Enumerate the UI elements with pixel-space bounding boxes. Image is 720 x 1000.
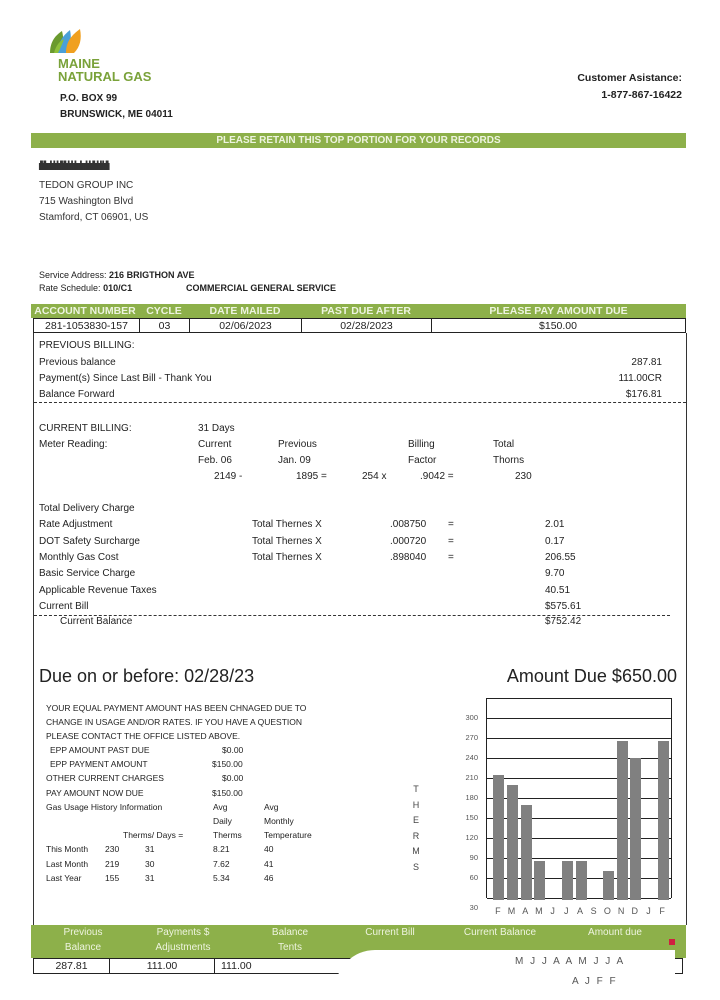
bottom-header-1-l1: Payments $ [156,927,210,938]
meter-current-value: 2149 - [214,471,243,482]
chart-bar-A [521,805,532,900]
divider-dashed [34,402,686,403]
artifact-text-1: M J J A A M J J A [515,956,626,967]
account-table-values [33,318,686,333]
chart-ylabel [410,782,422,875]
chart-bar-J [562,861,573,900]
charge-rate: .898040 [390,551,427,563]
company-name-line2: NATURAL GAS [58,69,152,84]
chart-ylabel-letter: M [412,846,420,856]
notice-line-1: CHANGE IN USAGE AND/OR RATES. IF YOU HAVE A QUESTION [46,717,302,727]
usage-col-monthly: Monthly [264,816,294,826]
service-address-value: 216 BRIGTHON AVE [109,270,195,280]
usage-avg_temp: 46 [264,873,274,883]
charge-label: Total Delivery Charge [39,503,135,514]
usage-col-therms: Therms [213,830,242,840]
chart-bar-D [630,758,641,900]
charge-amount: 0.17 [545,535,565,547]
please-pay-amount: $150.00 [539,320,577,332]
chart-bar-N [617,741,628,900]
bottom-header-0-l1: Previous [63,927,103,938]
usage-bar-chart [486,698,672,908]
chart-y-tick: 240 [465,753,478,762]
current-balance-value: $752.42 [545,616,582,627]
charge-label: DOT Safety Surcharge [39,535,140,547]
chart-x-tick: J [550,906,555,916]
charge-label: Current Bill [39,600,89,612]
chart-y-tick: 150 [465,813,478,822]
chart-gridline [487,698,671,699]
other-charges-value: $0.00 [222,773,244,783]
header-date-mailed: DATE MAILED [209,305,281,317]
usage-avg_daily: 7.62 [213,858,230,869]
chart-x-tick: M [507,906,516,916]
charge-basis: Total Thernes X [252,551,322,563]
recipient-city: Stamford, CT 06901, US [39,212,149,223]
rate-schedule-desc: COMMERCIAL GENERAL SERVICE [186,283,337,293]
charge-amount: 2.01 [545,519,565,531]
usage-col-temp: Temperature [264,830,312,840]
charge-label: Basic Service Charge [39,568,136,580]
bottom-previous-balance: 287.81 [34,959,110,973]
charge-eq: = [448,519,454,531]
company-po-box: P.O. BOX 99 [60,93,118,104]
cycle-value: 03 [140,319,190,333]
charge-label: Rate Adjustment [39,519,113,531]
header-past-due-after: PAST DUE AFTER [321,305,411,317]
chart-bar-F [493,775,504,900]
meter-previous-value: 1895 = [296,471,327,482]
recipient-street: 715 Washington Blvd [39,196,134,207]
usage-avg_temp: 41 [264,858,274,869]
chart-ylabel-letter: H [412,799,420,810]
current-billing-title: CURRENT BILLING: [39,423,132,434]
prev-row-value-0: 287.81 [631,357,662,368]
chart-x-tick: J [564,906,569,916]
usage-days: 31 [145,844,155,854]
chart-gridline [487,718,671,719]
meter-previous-h1: Previous [278,439,317,450]
usage-avg_daily: 8.21 [213,844,230,854]
prev-row-label-1: Payment(s) Since Last Bill - Thank You [39,373,212,384]
rate-schedule-value: 010/C1 [103,283,133,293]
usage-col-therms-days: Therms/ Days = [123,830,184,840]
chart-y-tick: 120 [465,833,478,842]
amount-due-heading: Amount Due $650.00 [506,666,677,686]
header-account-number: ACCOUNT NUMBER [34,305,136,317]
chart-bar-M [534,861,545,900]
chart-gridline [487,738,671,739]
chart-y-tick: 210 [465,773,478,782]
account-number: 281-1053830-157 [34,319,140,333]
recipient-name: TEDON GROUP INC [39,180,134,191]
company-logo [48,27,88,55]
usage-history-title: Gas Usage History Information [46,802,163,812]
flame-leaf-icon [48,27,88,55]
chart-bar-O [603,871,614,900]
due-date-heading: Due on or before: 02/28/23 [39,666,255,686]
meter-total-value: 230 [515,471,532,482]
chart-y-tick: 180 [465,793,478,802]
chart-x-tick: A [522,906,529,916]
prev-row-label-2: Balance Forward [39,389,115,400]
chart-ylabel-letter: E [412,815,419,825]
chart-y-tick: 270 [465,733,478,742]
charge-label: Applicable Revenue Taxes [39,584,157,596]
header-please-pay: PLEASE PAY AMOUNT DUE [489,305,628,317]
chart-ylabel-letter: R [412,830,420,841]
usage-period: Last Year [46,873,82,883]
chart-x-tick: S [590,906,597,916]
usage-period: Last Month [46,858,89,869]
charge-eq: = [448,535,454,547]
chart-x-tick: F [495,906,501,916]
other-charges-label: OTHER CURRENT CHARGES [46,773,164,783]
bottom-header-4-l1: Current Balance [463,927,537,938]
usage-avg_temp: 40 [264,844,274,854]
service-address-label: Service Address: [39,270,107,280]
charge-amount: $575.61 [545,600,582,612]
account-table-header [31,304,686,318]
usage-therms: 219 [105,858,120,869]
company-city: BRUNSWICK, ME 04011 [60,109,173,120]
header-cycle: CYCLE [146,305,182,317]
usage-avg_daily: 5.34 [213,873,230,883]
customer-assistance-phone: 1-877-867-16422 [601,89,682,101]
bottom-header-0-l2: Balance [64,942,102,953]
charge-amount: 9.70 [545,568,565,580]
postal-barcode: ıllıllıııılıılıılııllıllıılıılıılıııılıııılıılııllıılıılılııllı [38,158,109,173]
chart-bar-M [507,785,518,900]
chart-x-tick: J [646,906,651,916]
charge-eq: = [448,551,454,563]
chart-x-tick: A [576,906,583,916]
charge-basis: Total Thernes X [252,535,322,547]
chart-x-tick: O [603,906,611,916]
bottom-balance: 111.00 [221,960,252,972]
epp-payment-label: EPP PAYMENT AMOUNT [50,759,148,769]
current-balance-label: Current Balance [60,616,133,627]
rate-schedule-label: Rate Schedule: [39,283,101,293]
notice-line-2: PLEASE CONTACT THE OFFICE LISTED ABOVE. [46,731,241,741]
usage-col-daily: Daily [213,816,232,826]
retain-banner: PLEASE RETAIN THIS TOP PORTION FOR YOUR RECORDS [31,133,686,148]
prev-row-value-2: $176.81 [625,389,662,400]
usage-therms: 230 [105,844,120,854]
meter-reading-label: Meter Reading: [39,439,108,450]
chart-x-tick: F [659,906,665,916]
usage-col-avg2: Avg [264,802,279,812]
prev-row-value-1: 111.00CR [618,373,662,384]
chart-y-tick: 60 [469,873,478,882]
pay-now-label: PAY AMOUNT NOW DUE [46,788,144,798]
epp-past-due-label: EPP AMOUNT PAST DUE [50,745,150,755]
chart-ylabel-letter: S [412,861,419,872]
meter-current-h1: Current [198,439,232,450]
chart-y-tick: 90 [469,853,478,862]
usage-col-avg1: Avg [213,802,228,812]
previous-billing-title: PREVIOUS BILLING: [39,340,135,351]
chart-y-tick: 300 [465,713,478,722]
meter-diff-value: 254 x [362,471,387,482]
chart-x-tick: N [617,906,625,916]
artifact-marker [669,939,675,945]
charge-amount: 40.51 [545,584,571,596]
company-name-line1: MAINE [58,56,100,71]
meter-total-h1: Total [493,439,515,450]
epp-payment-value: $150.00 [212,759,243,769]
usage-days: 31 [145,873,155,883]
meter-factor-h2: Factor [408,455,437,466]
bottom-payments: 111.00 [110,959,215,973]
usage-period: This Month [46,844,89,854]
chart-gridline [487,778,671,779]
charge-rate: .000720 [390,535,427,547]
date-mailed: 02/06/2023 [190,319,302,333]
meter-current-h2: Feb. 06 [198,455,232,466]
epp-past-due-value: $0.00 [222,745,244,755]
meter-total-h2: Thorns [493,455,525,466]
chart-bar-A [576,861,587,900]
charge-amount: 206.55 [545,551,576,563]
meter-factor-value: .9042 = [420,471,454,482]
charge-basis: Total Thernes X [252,519,322,531]
chart-ylabel-letter: T [413,784,419,794]
chart-y-tick: 30 [469,903,478,912]
notice-line-0: YOUR EQUAL PAYMENT AMOUNT HAS BEEN CHNAGED DUE TO [46,703,307,713]
bottom-header-2-l2: Tents [278,942,302,953]
chart-gridline [487,758,671,759]
usage-therms: 155 [105,873,120,883]
chart-bar-F [658,741,669,900]
bottom-header-3-l1: Current Bill [365,927,415,938]
artifact-text-2: A J F F [572,976,618,987]
usage-days: 30 [145,858,155,869]
pay-now-value: $150.00 [212,788,243,798]
customer-assistance-label: Customer Asistance: [577,72,682,84]
meter-factor-h1: Billing [408,439,435,450]
charge-rate: .008750 [390,519,427,531]
chart-x-tick: M [535,906,543,916]
charge-label: Monthly Gas Cost [39,551,119,563]
past-due-after: 02/28/2023 [302,319,432,333]
meter-previous-h2: Jan. 09 [278,455,311,466]
chart-x-tick: D [631,906,639,916]
prev-row-label-0: Previous balance [39,357,116,368]
billing-days: 31 Days [198,423,235,434]
bottom-header-5-l1: Amount due [588,927,642,938]
bottom-header-2-l1: Balance [271,927,309,938]
chart-plot-area [486,698,672,898]
bottom-header-1-l2: Adjustments [155,942,211,953]
